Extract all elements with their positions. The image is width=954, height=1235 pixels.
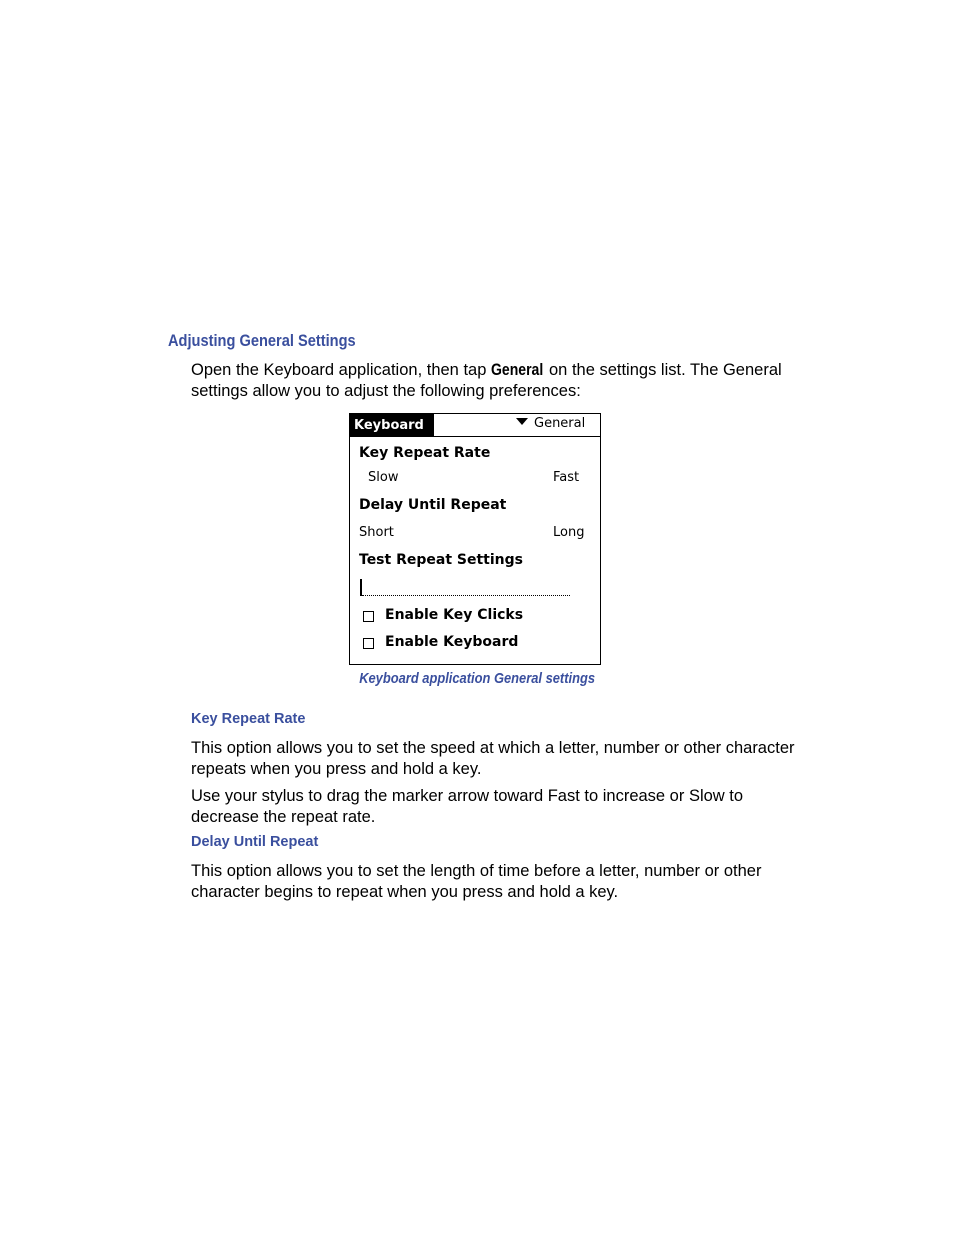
palm-dropdown-value: General	[534, 416, 586, 431]
palm-category-dropdown	[516, 415, 585, 433]
key-repeat-heading: Key Repeat Rate	[191, 711, 306, 727]
figure-caption	[0, 670, 954, 687]
key-repeat-paragraph-1: This option allows you to set the speed at which a letter, number or other character repeats when you press and hold a key.	[191, 739, 795, 778]
section-title: Adjusting General Settings	[168, 331, 356, 350]
keyboard-settings-screenshot	[349, 413, 601, 665]
intro-text-after: on the settings list. The General settings allow you to adjust the following preferences:	[191, 361, 782, 400]
delay-repeat-paragraph-1: This option allows you to set the length of time before a letter, number or other character begins to repeat when you press and hold a key.	[191, 862, 762, 901]
key-repeat-paragraph-2: Use your stylus to drag the marker arrow toward Fast to increase or Slow to decrease the repeat rate.	[191, 787, 744, 826]
palm-key-clicks-label: Enable Key Clicks	[385, 607, 524, 623]
figure-caption-text: Keyboard application General settings	[359, 670, 595, 687]
palm-app-title: Keyboard	[350, 414, 434, 436]
palm-fast-label: Fast	[553, 470, 580, 485]
palm-long-label: Long	[553, 525, 585, 540]
palm-test-label: Test Repeat Settings	[359, 552, 523, 568]
intro-text-before: Open the Keyboard application, then tap	[191, 361, 491, 379]
delay-repeat-heading: Delay Until Repeat	[191, 834, 319, 850]
palm-short-label: Short	[359, 525, 394, 540]
palm-checkbox-keyboard-icon	[363, 638, 374, 649]
palm-slow-label: Slow	[368, 470, 399, 485]
palm-delay-label: Delay Until Repeat	[359, 497, 507, 513]
palm-keyboard-label: Enable Keyboard	[385, 634, 519, 650]
palm-text-cursor	[360, 579, 362, 596]
dropdown-triangle-icon	[516, 418, 528, 425]
palm-checkbox-key-clicks-icon	[363, 611, 374, 622]
intro-paragraph	[191, 360, 801, 401]
palm-test-field	[362, 595, 570, 596]
palm-title-bar	[350, 414, 600, 437]
intro-bold-word: General	[490, 361, 544, 379]
palm-key-repeat-label: Key Repeat Rate	[359, 445, 491, 461]
